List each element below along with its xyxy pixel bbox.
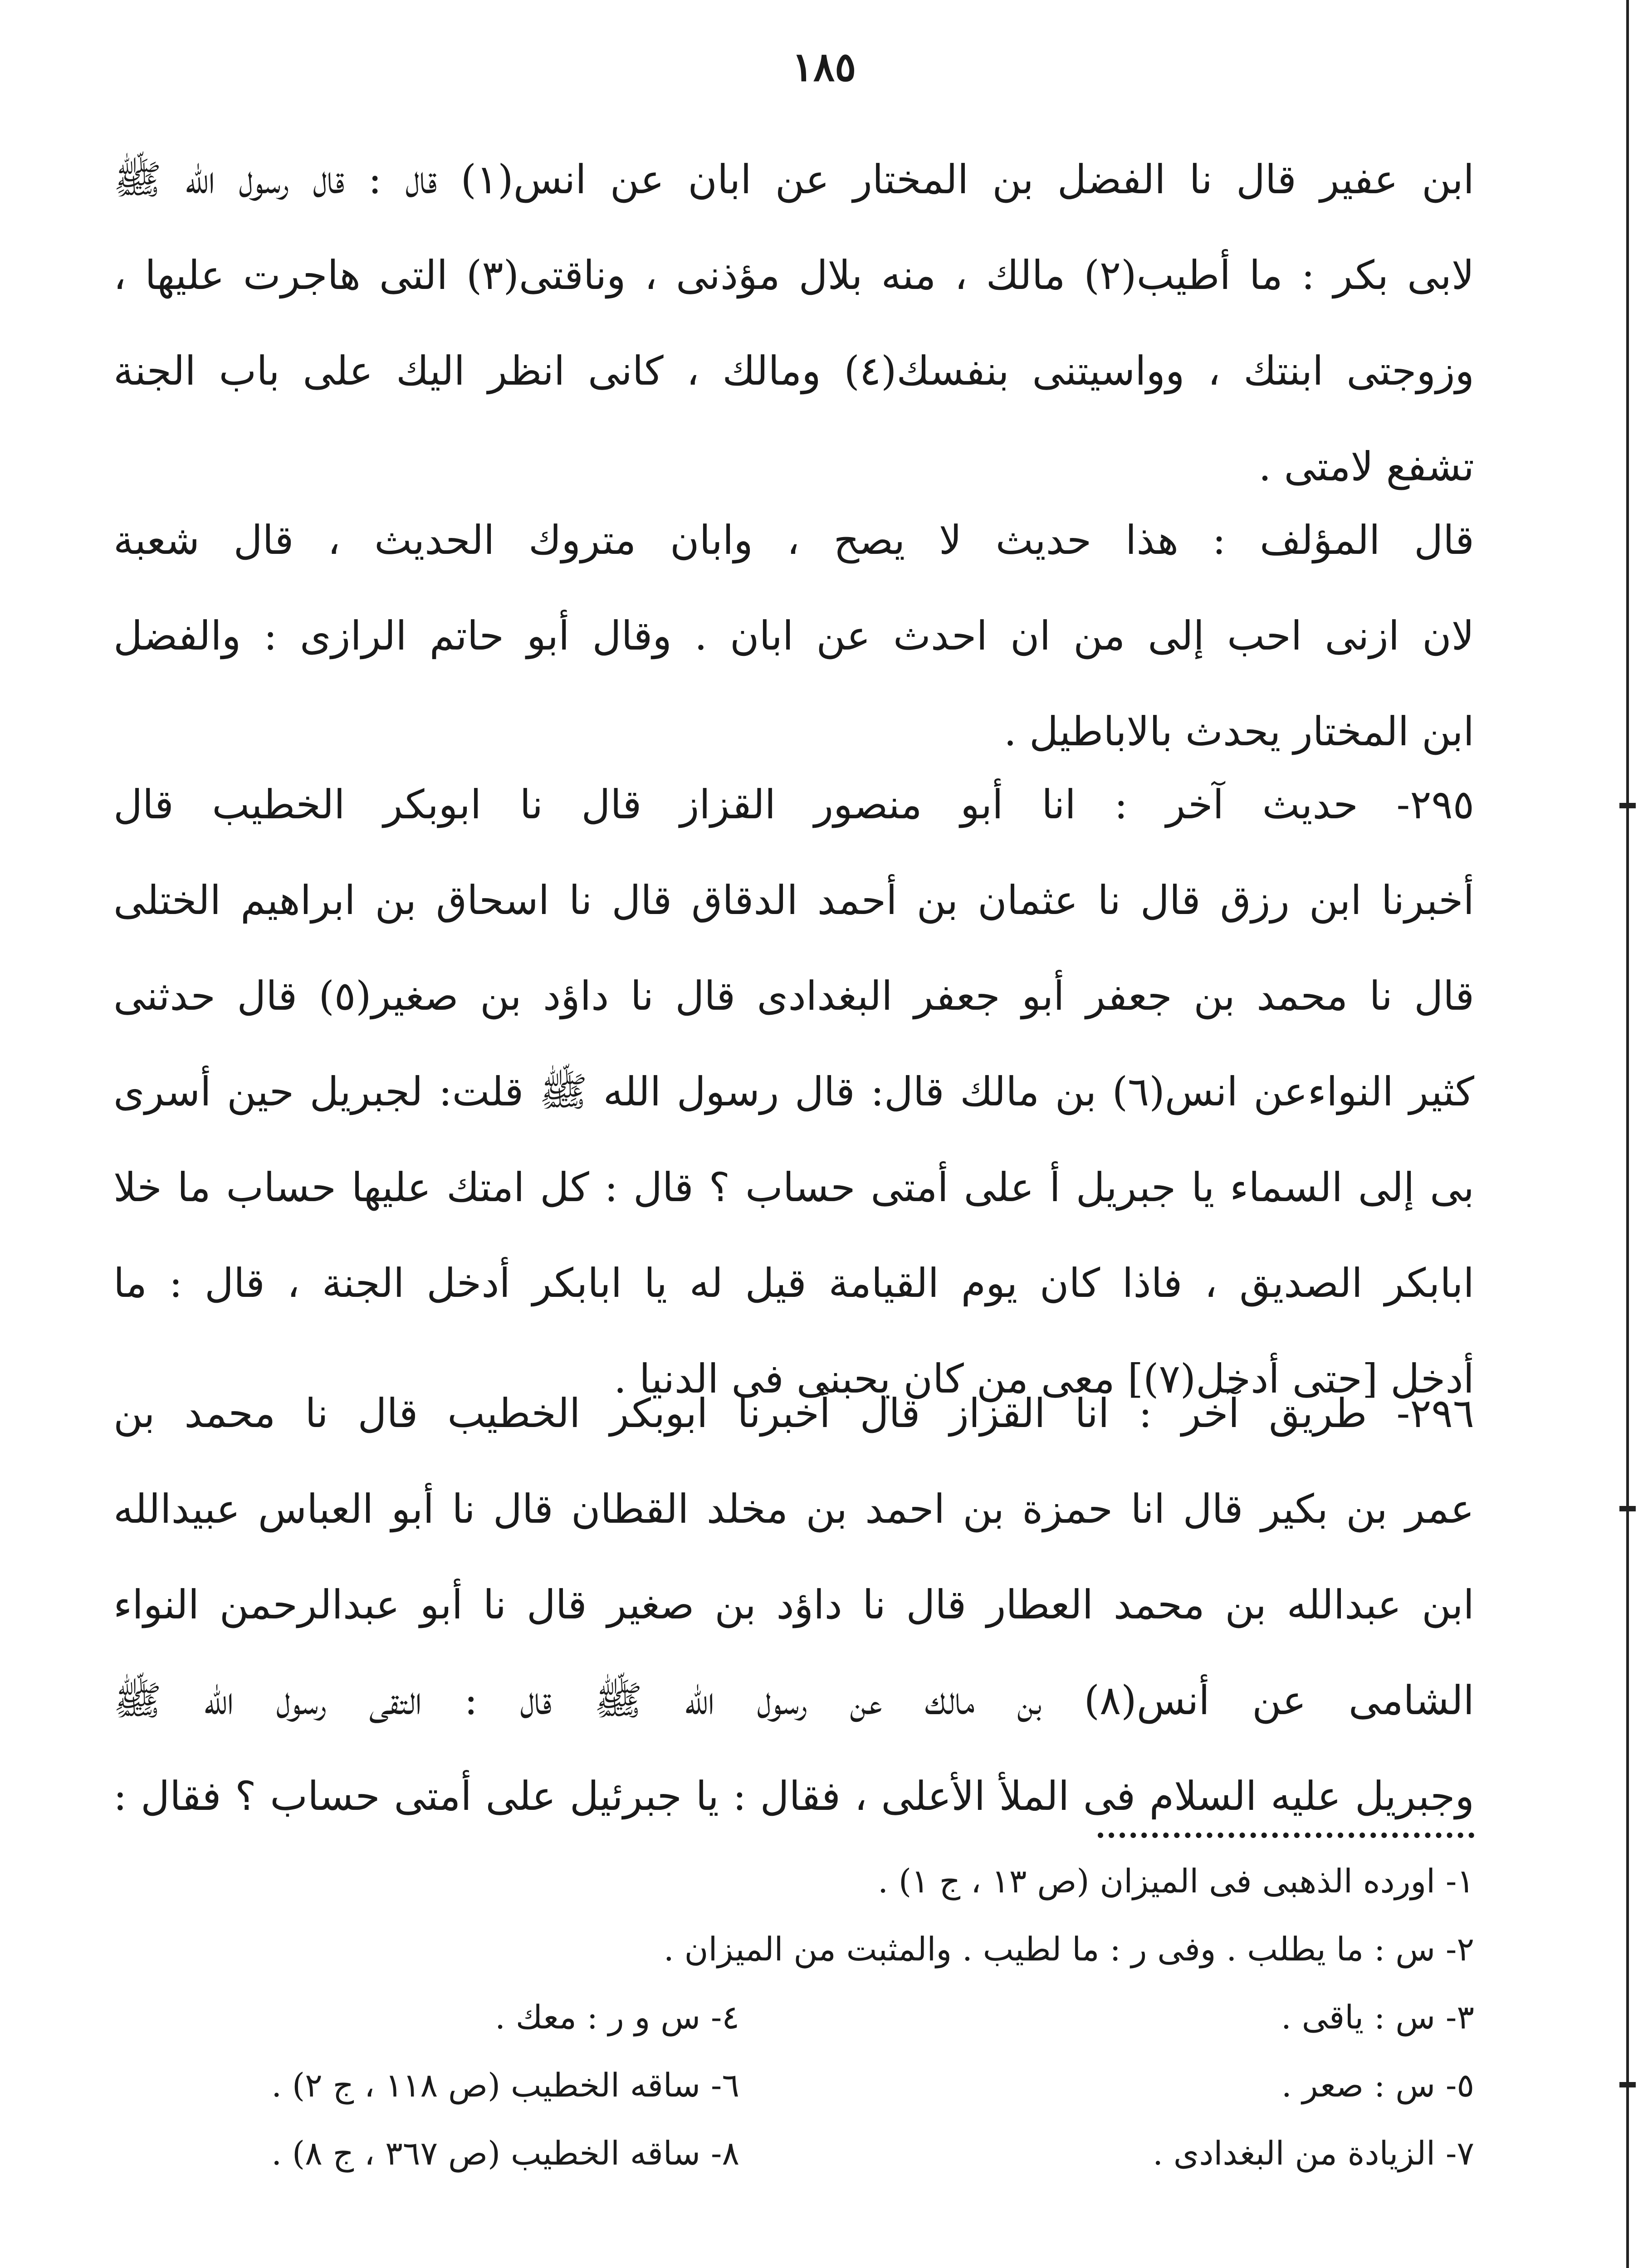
text-line: ابن المختار يحدث بالاباطيل . [1004, 708, 1474, 755]
footnote-2: ٢- س : ما يطلب . وفى ر : ما لطيب . والمثبت من الميزان . [663, 1930, 1474, 1968]
page-edge-mark [1619, 803, 1636, 808]
text-line: بى إلى السماء يا جبريل أ على أمتى حساب ؟ قال : كل امتك عليها حساب ما خلا [113, 1164, 1475, 1211]
text-line: ٢٩٦- طريق آخر : انا القزاز قال أخبرنا ابوبكر الخطيب قال نا محمد بن [113, 1390, 1474, 1437]
page-edge-mark [1619, 2082, 1636, 2087]
footnote-row [113, 1930, 1474, 1980]
footnote-row [113, 2066, 1474, 2116]
text-line: لابى بكر : ما أطيب(٢) مالك ، منه بلال مؤذنى ، وناقتى(٣) التى هاجرت عليها ، [113, 252, 1475, 298]
footnote-5: ٥- س : صعر . [1281, 2066, 1474, 2104]
text-line: قال المؤلف : هذا حديث لا يصح ، وابان متروك الحديث ، قال شعبة [113, 517, 1474, 563]
paragraph-hadith-296 [113, 1365, 1474, 1844]
text-line: عمر بن بكير قال انا حمزة بن احمد بن مخلد القطان قال نا أبو العباس عبيدالله [113, 1486, 1474, 1532]
footnote-7: ٧- الزيادة من البغدادى . [1153, 2134, 1474, 2172]
text-line: كثير النواءعن انس(٦) بن مالك قال: قال رسول الله ﷺ قلت: لجبريل حين أسرى [113, 1068, 1474, 1115]
paragraph-1 [113, 132, 1474, 514]
footnote-8: ٨- ساقه الخطيب (ص ٣٦٧ ، ج ٨) . [271, 2134, 739, 2172]
text-line: وزوجتى ابنتك ، وواسيتنى بنفسك(٤) ومالك ، كانى انظر اليك على باب الجنة [113, 347, 1475, 394]
footnote-row [113, 1862, 1474, 1912]
page-number: ١٨٥ [792, 43, 856, 90]
footnote-4: ٤- س و ر : معك . [495, 1998, 739, 2036]
page-edge-line [1626, 0, 1629, 2268]
text-line: لان ازنى احب إلى من ان احدث عن ابان . وقال أبو حاتم الرازى : والفضل [113, 612, 1474, 659]
footnote-6: ٦- ساقه الخطيب (ص ١١٨ ، ج ٢) . [271, 2066, 739, 2104]
paragraph-hadith-295 [113, 757, 1474, 1427]
text-line: أدخل [حتى أدخل(٧)] معى من كان يحبنى فى الدنيا . [614, 1355, 1474, 1402]
text-line: قال نا محمد بن جعفر أبو جعفر البغدادى قال نا داؤد بن صغير(٥) قال حدثنى [113, 973, 1475, 1019]
text-line: أخبرنا ابن رزق قال نا عثمان بن أحمد الدقاق قال نا اسحاق بن ابراهيم الختلى [113, 877, 1474, 924]
footnote-row [113, 1998, 1474, 2048]
footnote-1: ١- اورده الذهبى فى الميزان (ص ١٣ ، ج ١) . [878, 1862, 1474, 1900]
text-line: الشامى عن أنس(٨) بن مالك عن رسول الله ﷺ قال : التقى رسول الله ﷺ [113, 1677, 1474, 1724]
paragraph-2 [113, 492, 1474, 779]
text-line: تشفع لامتى . [1258, 443, 1474, 490]
page-edge-mark [1619, 1506, 1636, 1511]
footnote-row [113, 2134, 1474, 2184]
footnote-3: ٣- س : ياقى . [1281, 1998, 1474, 2036]
footnote-divider [1098, 1833, 1474, 1838]
text-line: ابابكر الصديق ، فاذا كان يوم القيامة قيل له يا ابابكر أدخل الجنة ، قال : ما [113, 1260, 1474, 1306]
text-line: ٢٩٥- حديث آخر : انا أبو منصور القزاز قال نا ابوبكر الخطيب قال [113, 781, 1474, 828]
text-line: ابن عفير قال نا الفضل بن المختار عن ابان عن انس(١) قال : قال رسول الله ﷺ [113, 156, 1475, 203]
text-line: ابن عبدالله بن محمد العطار قال نا داؤد بن صغير قال نا أبو عبدالرحمن النواء [113, 1581, 1474, 1628]
text-line: وجبريل عليه السلام فى الملأ الأعلى ، فقال : يا جبرئيل على أمتى حساب ؟ فقال : [113, 1773, 1474, 1819]
